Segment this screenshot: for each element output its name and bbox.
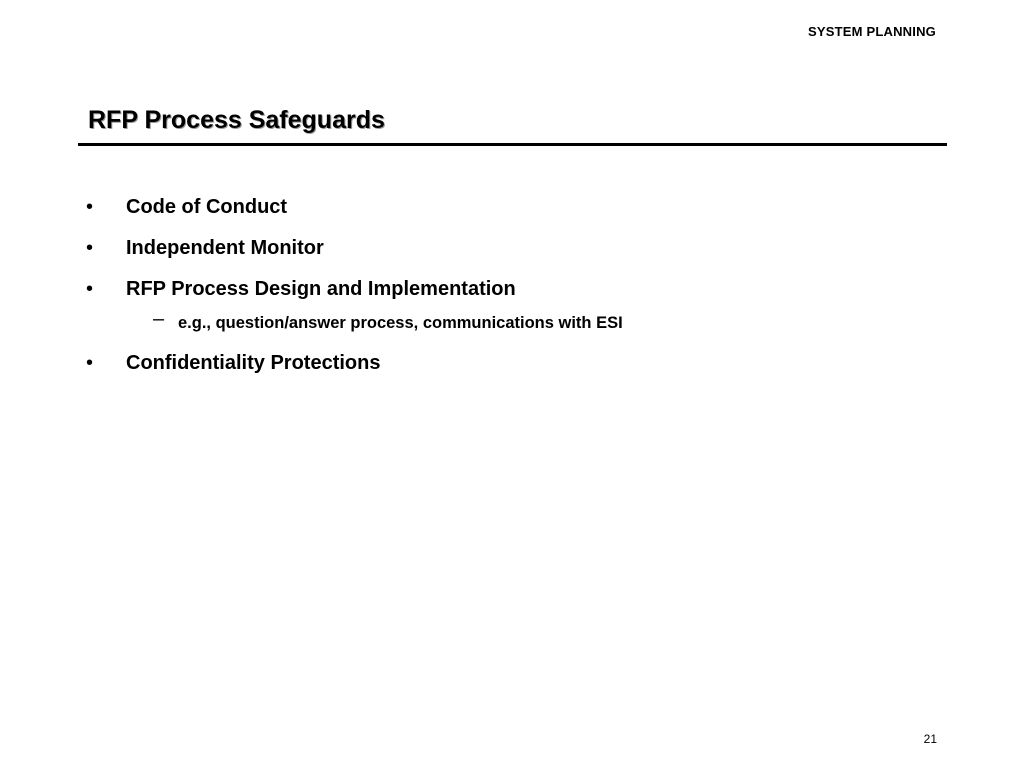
- bullet-text: Independent Monitor: [126, 237, 324, 259]
- bullet-text: RFP Process Design and Implementation: [126, 278, 516, 300]
- title-divider: [78, 143, 947, 146]
- bullet-marker: •: [86, 237, 94, 259]
- bullet-list: [86, 194, 623, 391]
- sub-bullet-text: e.g., question/answer process, communications with ESI: [178, 314, 623, 332]
- bullet-item: [86, 235, 623, 276]
- bullet-marker: •: [86, 278, 94, 300]
- bullet-marker: •: [86, 352, 94, 374]
- page-number: 21: [923, 732, 937, 746]
- section-header-label: SYSTEM PLANNING: [808, 24, 936, 39]
- sub-bullet-marker: –: [153, 308, 165, 330]
- bullet-marker: •: [86, 196, 94, 218]
- slide-title: RFP Process Safeguards: [88, 106, 385, 134]
- bullet-item: [86, 276, 623, 317]
- bullet-text: Code of Conduct: [126, 196, 288, 218]
- bullet-item: [86, 194, 623, 235]
- sub-bullet-item: [86, 308, 623, 350]
- bullet-text: Confidentiality Protections: [126, 352, 381, 374]
- bullet-item: [86, 350, 623, 391]
